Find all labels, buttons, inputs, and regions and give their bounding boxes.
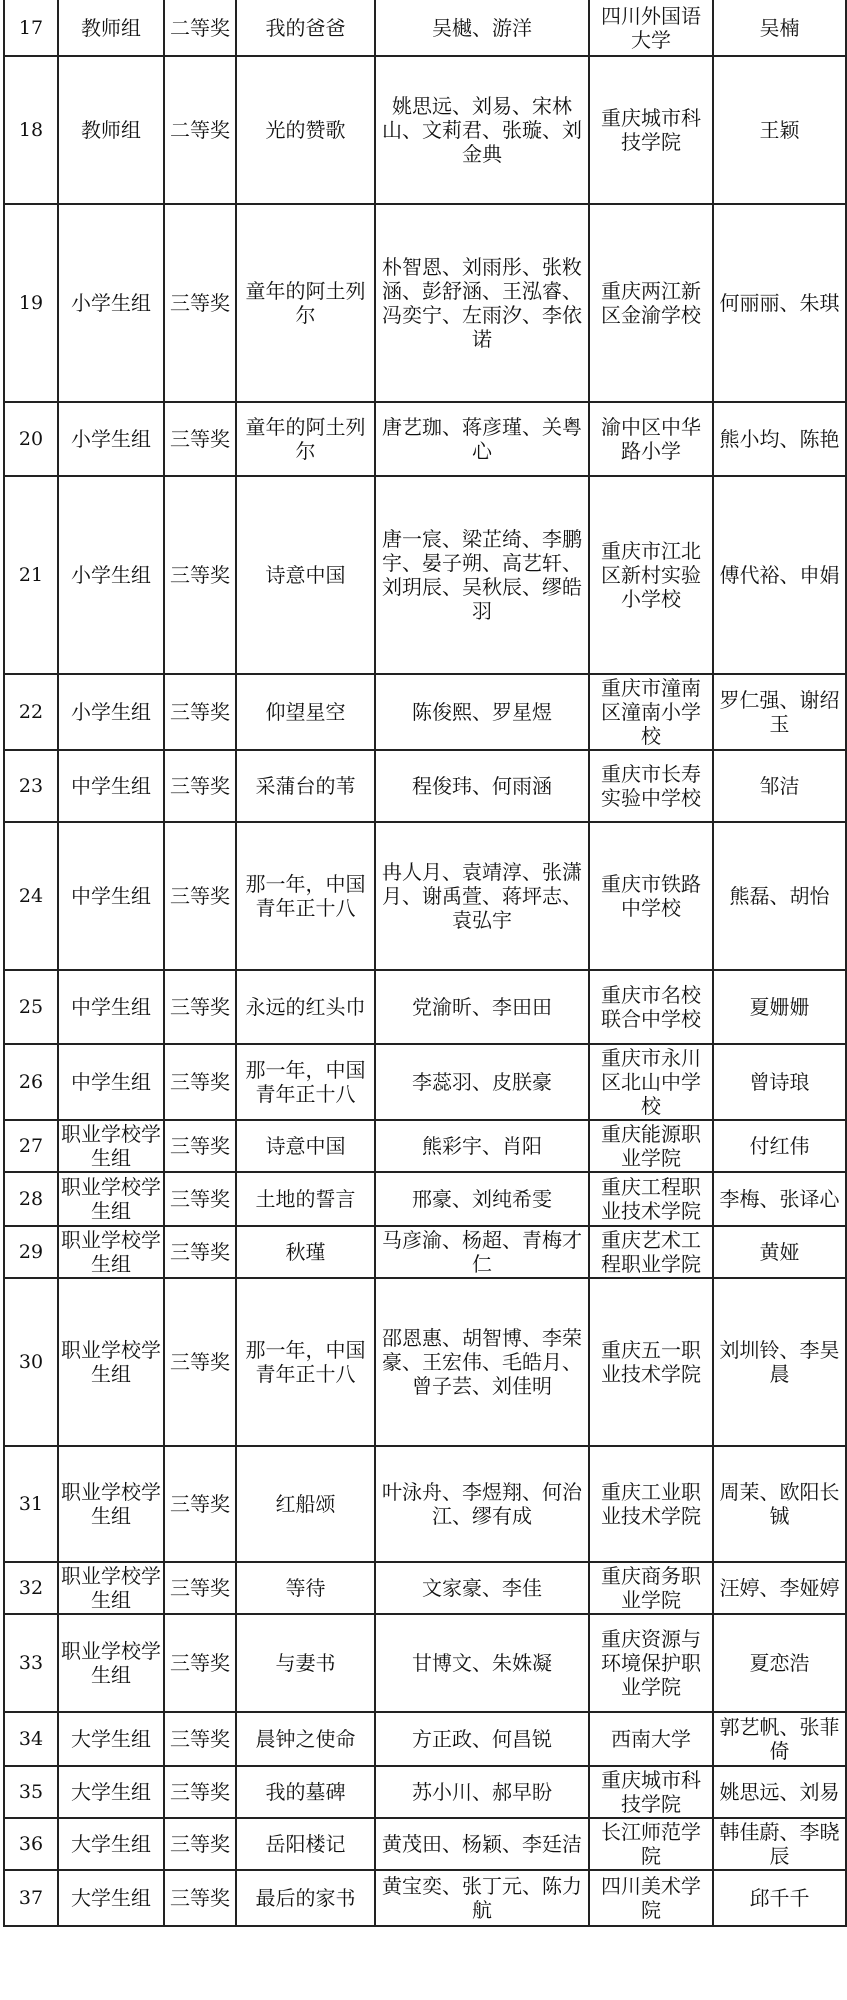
title-cell: 秋瑾	[236, 1226, 375, 1278]
school-cell: 重庆市铁路中学校	[589, 822, 713, 970]
instructor-cell: 郭艺帆、张菲倚	[713, 1712, 846, 1766]
group-cell: 职业学校学生组	[58, 1614, 164, 1712]
school-cell: 重庆市永川区北山中学校	[589, 1044, 713, 1120]
row-number: 24	[4, 822, 58, 970]
row-number: 17	[4, 0, 58, 56]
row-number: 21	[4, 476, 58, 674]
members-cell: 邵恩惠、胡智博、李荣豪、王宏伟、毛皓月、曾子芸、刘佳明	[375, 1278, 589, 1446]
school-cell: 西南大学	[589, 1712, 713, 1766]
instructor-cell: 姚思远、刘易	[713, 1766, 846, 1818]
award-cell: 三等奖	[164, 1870, 236, 1926]
school-cell: 重庆五一职业技术学院	[589, 1278, 713, 1446]
group-cell: 中学生组	[58, 970, 164, 1044]
school-cell: 重庆艺术工程职业学院	[589, 1226, 713, 1278]
title-cell: 我的爸爸	[236, 0, 375, 56]
row-number: 37	[4, 1870, 58, 1926]
group-cell: 小学生组	[58, 476, 164, 674]
members-cell: 苏小川、郝早盼	[375, 1766, 589, 1818]
title-cell: 那一年，中国青年正十八	[236, 822, 375, 970]
table-row	[4, 1278, 846, 1446]
award-cell: 三等奖	[164, 970, 236, 1044]
instructor-cell: 王颖	[713, 56, 846, 204]
awards-table	[3, 0, 847, 1927]
table-row	[4, 1172, 846, 1226]
award-cell: 三等奖	[164, 1226, 236, 1278]
award-cell: 二等奖	[164, 56, 236, 204]
table-row	[4, 402, 846, 476]
table-row	[4, 674, 846, 750]
table-row	[4, 822, 846, 970]
award-cell: 三等奖	[164, 1044, 236, 1120]
award-cell: 三等奖	[164, 822, 236, 970]
instructor-cell: 韩佳蔚、李晓辰	[713, 1818, 846, 1870]
members-cell: 程俊玮、何雨涵	[375, 750, 589, 822]
title-cell: 岳阳楼记	[236, 1818, 375, 1870]
instructor-cell: 曾诗琅	[713, 1044, 846, 1120]
table-row	[4, 1870, 846, 1926]
members-cell: 吴樾、游洋	[375, 0, 589, 56]
school-cell: 渝中区中华路小学	[589, 402, 713, 476]
award-cell: 三等奖	[164, 1172, 236, 1226]
group-cell: 职业学校学生组	[58, 1172, 164, 1226]
group-cell: 教师组	[58, 0, 164, 56]
members-cell: 马彦渝、杨超、青梅才仁	[375, 1226, 589, 1278]
title-cell: 那一年，中国青年正十八	[236, 1278, 375, 1446]
award-cell: 三等奖	[164, 1766, 236, 1818]
title-cell: 童年的阿土列尔	[236, 204, 375, 402]
members-cell: 甘博文、朱姝凝	[375, 1614, 589, 1712]
members-cell: 冉人月、袁靖淳、张潇月、谢禹萱、蒋坪志、袁弘宇	[375, 822, 589, 970]
instructor-cell: 夏恋浩	[713, 1614, 846, 1712]
instructor-cell: 黄娅	[713, 1226, 846, 1278]
school-cell: 四川外国语大学	[589, 0, 713, 56]
row-number: 30	[4, 1278, 58, 1446]
members-cell: 陈俊熙、罗星煜	[375, 674, 589, 750]
instructor-cell: 傅代裕、申娟	[713, 476, 846, 674]
group-cell: 大学生组	[58, 1818, 164, 1870]
group-cell: 职业学校学生组	[58, 1120, 164, 1172]
title-cell: 晨钟之使命	[236, 1712, 375, 1766]
award-cell: 二等奖	[164, 0, 236, 56]
group-cell: 大学生组	[58, 1870, 164, 1926]
group-cell: 大学生组	[58, 1712, 164, 1766]
award-cell: 三等奖	[164, 1562, 236, 1614]
school-cell: 长江师范学院	[589, 1818, 713, 1870]
instructor-cell: 熊小均、陈艳	[713, 402, 846, 476]
title-cell: 诗意中国	[236, 1120, 375, 1172]
school-cell: 重庆工业职业技术学院	[589, 1446, 713, 1562]
title-cell: 仰望星空	[236, 674, 375, 750]
instructor-cell: 李梅、张译心	[713, 1172, 846, 1226]
table-row	[4, 204, 846, 402]
award-cell: 三等奖	[164, 1446, 236, 1562]
members-cell: 方正政、何昌锐	[375, 1712, 589, 1766]
school-cell: 重庆市潼南区潼南小学校	[589, 674, 713, 750]
members-cell: 唐一宸、梁芷绮、李鹏宇、晏子朔、高艺轩、刘玥辰、吴秋辰、缪皓羽	[375, 476, 589, 674]
instructor-cell: 吴楠	[713, 0, 846, 56]
title-cell: 最后的家书	[236, 1870, 375, 1926]
row-number: 34	[4, 1712, 58, 1766]
group-cell: 中学生组	[58, 822, 164, 970]
instructor-cell: 邱千千	[713, 1870, 846, 1926]
title-cell: 土地的誓言	[236, 1172, 375, 1226]
award-cell: 三等奖	[164, 476, 236, 674]
group-cell: 中学生组	[58, 750, 164, 822]
school-cell: 四川美术学院	[589, 1870, 713, 1926]
group-cell: 职业学校学生组	[58, 1226, 164, 1278]
award-cell: 三等奖	[164, 674, 236, 750]
school-cell: 重庆能源职业学院	[589, 1120, 713, 1172]
school-cell: 重庆两江新区金渝学校	[589, 204, 713, 402]
instructor-cell: 周茉、欧阳长铖	[713, 1446, 846, 1562]
row-number: 20	[4, 402, 58, 476]
members-cell: 文家豪、李佳	[375, 1562, 589, 1614]
table-row	[4, 56, 846, 204]
instructor-cell: 夏姗姗	[713, 970, 846, 1044]
title-cell: 我的墓碑	[236, 1766, 375, 1818]
members-cell: 李蕊羽、皮朕豪	[375, 1044, 589, 1120]
title-cell: 那一年，中国青年正十八	[236, 1044, 375, 1120]
group-cell: 中学生组	[58, 1044, 164, 1120]
title-cell: 童年的阿土列尔	[236, 402, 375, 476]
instructor-cell: 付红伟	[713, 1120, 846, 1172]
members-cell: 熊彩宇、肖阳	[375, 1120, 589, 1172]
award-cell: 三等奖	[164, 1712, 236, 1766]
members-cell: 朴智恩、刘雨彤、张敉涵、彭舒涵、王泓睿、冯奕宁、左雨汐、李依诺	[375, 204, 589, 402]
row-number: 25	[4, 970, 58, 1044]
members-cell: 党渝昕、李田田	[375, 970, 589, 1044]
group-cell: 大学生组	[58, 1766, 164, 1818]
title-cell: 诗意中国	[236, 476, 375, 674]
row-number: 23	[4, 750, 58, 822]
instructor-cell: 刘圳铃、李昊晨	[713, 1278, 846, 1446]
row-number: 33	[4, 1614, 58, 1712]
members-cell: 唐艺珈、蒋彦瑾、关粤心	[375, 402, 589, 476]
award-cell: 三等奖	[164, 750, 236, 822]
school-cell: 重庆城市科技学院	[589, 56, 713, 204]
instructor-cell: 熊磊、胡怡	[713, 822, 846, 970]
award-cell: 三等奖	[164, 402, 236, 476]
row-number: 28	[4, 1172, 58, 1226]
group-cell: 小学生组	[58, 674, 164, 750]
group-cell: 小学生组	[58, 204, 164, 402]
title-cell: 等待	[236, 1562, 375, 1614]
group-cell: 职业学校学生组	[58, 1446, 164, 1562]
members-cell: 叶泳舟、李煜翔、何治江、缪有成	[375, 1446, 589, 1562]
row-number: 27	[4, 1120, 58, 1172]
title-cell: 红船颂	[236, 1446, 375, 1562]
table-row	[4, 1120, 846, 1172]
school-cell: 重庆商务职业学院	[589, 1562, 713, 1614]
table-row	[4, 1766, 846, 1818]
school-cell: 重庆市江北区新村实验小学校	[589, 476, 713, 674]
table-row	[4, 1562, 846, 1614]
row-number: 26	[4, 1044, 58, 1120]
members-cell: 黄宝奕、张丁元、陈力航	[375, 1870, 589, 1926]
row-number: 36	[4, 1818, 58, 1870]
members-cell: 黄茂田、杨颖、李廷洁	[375, 1818, 589, 1870]
instructor-cell: 汪婷、李娅婷	[713, 1562, 846, 1614]
award-cell: 三等奖	[164, 1120, 236, 1172]
table-row	[4, 476, 846, 674]
table-row	[4, 1446, 846, 1562]
row-number: 31	[4, 1446, 58, 1562]
table-row	[4, 1614, 846, 1712]
title-cell: 永远的红头巾	[236, 970, 375, 1044]
table-row	[4, 1818, 846, 1870]
row-number: 32	[4, 1562, 58, 1614]
table-row	[4, 1044, 846, 1120]
title-cell: 与妻书	[236, 1614, 375, 1712]
award-cell: 三等奖	[164, 1278, 236, 1446]
group-cell: 职业学校学生组	[58, 1562, 164, 1614]
instructor-cell: 罗仁强、谢绍玉	[713, 674, 846, 750]
school-cell: 重庆资源与环境保护职业学院	[589, 1614, 713, 1712]
group-cell: 教师组	[58, 56, 164, 204]
awards-table-body	[4, 0, 846, 1926]
instructor-cell: 何丽丽、朱琪	[713, 204, 846, 402]
award-cell: 三等奖	[164, 1818, 236, 1870]
table-row	[4, 970, 846, 1044]
school-cell: 重庆城市科技学院	[589, 1766, 713, 1818]
row-number: 22	[4, 674, 58, 750]
award-cell: 三等奖	[164, 1614, 236, 1712]
title-cell: 光的赞歌	[236, 56, 375, 204]
members-cell: 邢豪、刘纯希雯	[375, 1172, 589, 1226]
school-cell: 重庆工程职业技术学院	[589, 1172, 713, 1226]
instructor-cell: 邹洁	[713, 750, 846, 822]
members-cell: 姚思远、刘易、宋林山、文莉君、张璇、刘金典	[375, 56, 589, 204]
row-number: 18	[4, 56, 58, 204]
title-cell: 采蒲台的苇	[236, 750, 375, 822]
table-row	[4, 0, 846, 56]
row-number: 19	[4, 204, 58, 402]
table-row	[4, 1226, 846, 1278]
table-row	[4, 750, 846, 822]
row-number: 29	[4, 1226, 58, 1278]
school-cell: 重庆市长寿实验中学校	[589, 750, 713, 822]
award-cell: 三等奖	[164, 204, 236, 402]
table-row	[4, 1712, 846, 1766]
group-cell: 职业学校学生组	[58, 1278, 164, 1446]
group-cell: 小学生组	[58, 402, 164, 476]
row-number: 35	[4, 1766, 58, 1818]
school-cell: 重庆市名校联合中学校	[589, 970, 713, 1044]
